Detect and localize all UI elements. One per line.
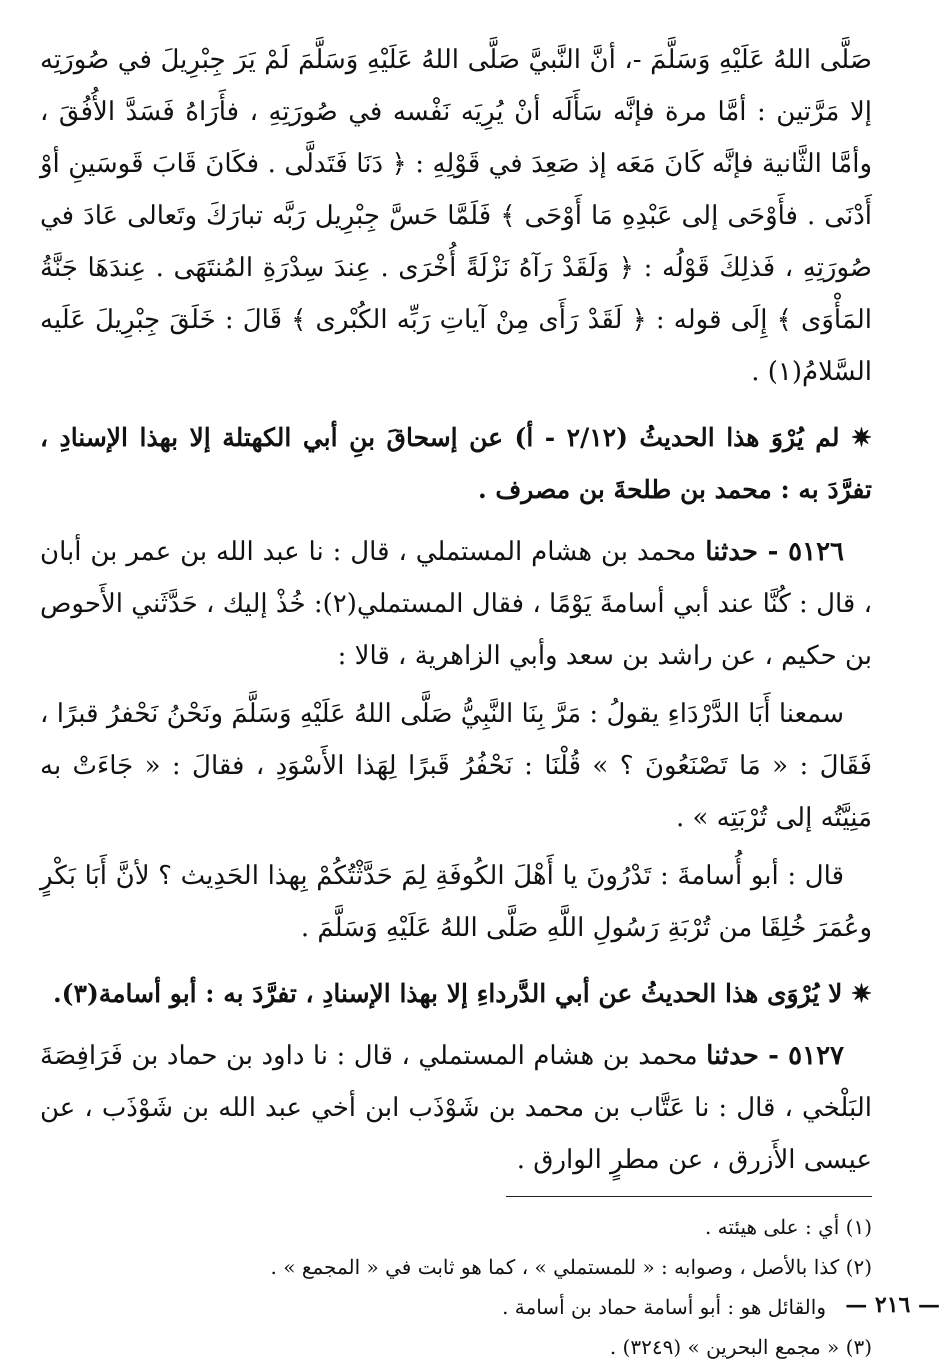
hadith-5127-text: محمد بن هشام المستملي ، قال : نا داود بن حماد بن فَرَافِصَةَ البَلْخي ، قال : نا عَتَّاب بن محمد بن شَوْذَب ابن أخي عبد الله بن شَوْذَب ، عن عيسى الأَزرق ، عن مطرٍ الوارق .: [40, 1041, 872, 1175]
hadith-5126-text: محمد بن هشام المستملي ، قال : نا عبد الله بن عمر بن أبان ، قال : كُنَّا عند أبي أسامةَ يَوْمًا ، فقال المستملي(٢): خُذْ إليك ، حَدَّثَني الأَحوص بن حكيم ، عن راشد بن سعد وأبي الزاهرية ، قالا :: [40, 537, 872, 671]
narration-note-2: ✷ لا يُرْوَى هذا الحديثُ عن أبي الدَّرداءِ إلا بهذا الإسنادِ ، تفرَّدَ به : أبو أسامة(٣).: [52, 979, 872, 1008]
footnote-2: (٢) كذا بالأصل ، وصوابه : « للمستملي » ، كما هو ثابت في « المجمع » .: [270, 1255, 872, 1279]
hadith-text-continued: صَلَّى اللهُ عَلَيْهِ وَسَلَّمَ -، أنَّ النَّبيَّ صَلَّى اللهُ عَلَيْهِ وَسَلَّمَ لَمْ يَرَ جِبْرِيلَ في صُورَتِه إلا مَرَّتين : أمَّا مرة فإنَّه سَأَلَه أنْ يُرِيَه نَفْسه في صُورَتِهِ ، فأَرَاهُ فَسَدَّ الأُفُقَ ، وأمَّا الثَّانية فإنَّه كَانَ مَعَه إذ صَعِدَ في قَوْلِهِ : ﴿ دَنَا فَتَدلَّى . فكَانَ قَابَ قَوسَينِ أوْ أَدْنَى . فأَوْحَى إلى عَبْدِهِ مَا أَوْحَى ﴾ فَلَمَّا حَسَّ جِبْرِيل رَبَّه تبارَكَ وتَعالى عَادَ في صُورَتِهِ ، فَذلِكَ قَوْلُه : ﴿ وَلَقَدْ رَآهُ نَزْلَةً أُخْرَى . عِندَ سِدْرَةِ المُنتَهَى . عِندَهَا جَنَّةُ المَأْوَى ﴾ إِلَى قوله : ﴿ لَقَدْ رَأَى مِنْ آياتِ رَبِّه الكُبْرى ﴾ قَالَ : خَلَقَ جِبْرِيلَ عَلَيه السَّلامُ(١) .: [40, 45, 873, 387]
footnote-3: (٣) « مجمع البحرين » (٣٢٤٩) .: [609, 1335, 872, 1359]
hadith-number-5127: ٥١٢٧ - حدثنا: [706, 1041, 845, 1071]
narration-note-1: ✷ لم يُرْوَ هذا الحديثُ (٢/١٢ - أ) عن إسحاقَ بنِ أبي الكهتلة إلا بهذا الإسنادِ ، تفرَّدَ به : محمد بن طلحةَ بن مصرف .: [40, 423, 872, 504]
footnote-separator: [506, 1196, 872, 1197]
hadith-number-5126: ٥١٢٦ - حدثنا: [705, 537, 844, 567]
footnote-2-continued: والقائل هو : أبو أسامة حماد بن أسامة .: [502, 1295, 826, 1319]
hadith-5127: [40, 1030, 872, 1186]
hadith-5126-comment: قال : أبو أُسامةَ : تَدْرُونَ يا أَهْلَ الكُوفَةِ لِمَ حَدَّثْتُكُمْ بِهذا الحَدِيث ؟ لأنَّ أَبَا بَكْرٍ وعُمَرَ خُلِقَا من تُرْبَةِ رَسُولِ اللَّهِ صَلَّى اللهُ عَلَيْهِ وَسَلَّمَ .: [40, 861, 872, 943]
page-number: — ٢١٦ —: [845, 1292, 940, 1318]
footnote-1: (١) أي : على هيئته .: [704, 1215, 872, 1239]
hadith-5126: [40, 526, 872, 682]
hadith-5126-matn: سمعنا أَبَا الدَّرْدَاءِ يقولُ : مَرَّ بِنَا النَّبِيُّ صَلَّى اللهُ عَلَيْهِ وَسَلَّمَ ونَحْنُ نَحْفرُ قبرًا ، فَقَالَ : « مَا تَصْنَعُونَ ؟ » قُلْنَا : نَحْفُرُ قَبرًا لِهَذا الأَسْوَدِ ، فقالَ : « جَاءَتْ به مَنِيَّتُه إلى تُرْبَتِه » .: [40, 699, 872, 833]
